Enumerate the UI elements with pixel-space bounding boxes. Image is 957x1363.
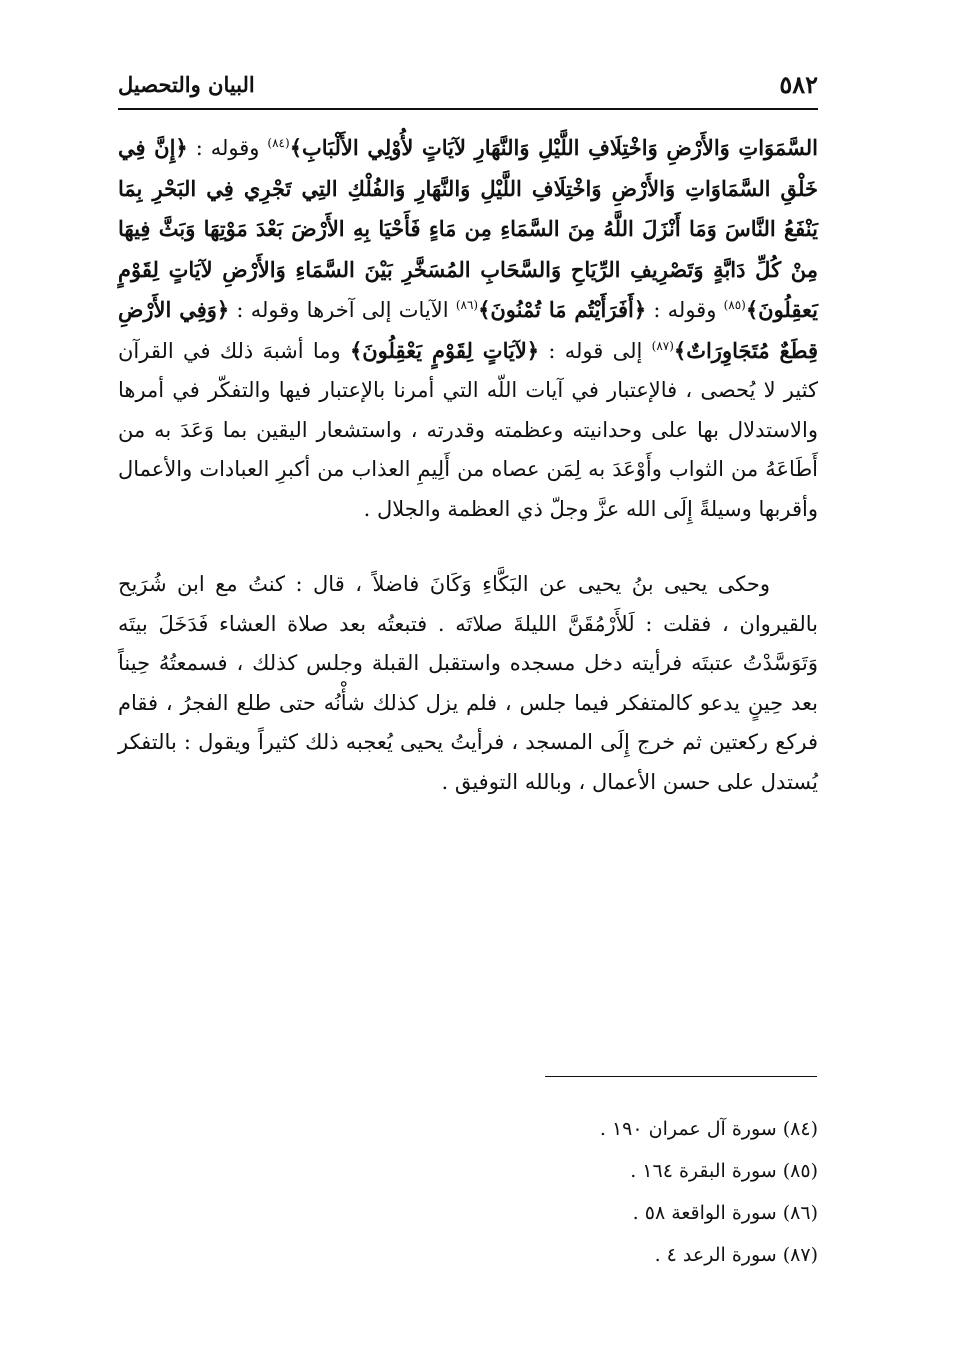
text-segment: وقوله : [187,136,268,160]
text-segment: إلى قوله : [539,338,652,363]
running-title: البيان والتحصيل [118,72,255,97]
page-header [118,68,818,104]
paragraph-1 [118,128,818,529]
header-rule [118,108,818,110]
quran-quote: ﴿أَفَرَأَيْتُم مَا تُمْنُونَ﴾ [478,297,647,322]
text-segment: وحكى يحيى بنُ يحيى عن البَكَّاءِ وَكَانَ فاضلاً ، قال : كنتُ مع ابن شُرَيح بالقيروان ، فقلت : لَلأَرْمُقَنَّ الليلةَ صلاتَه . فتبعتُه بعد صلاة العشاء فَدَخَلَ بيتَه وَتَوَسَّدْتُ عتبتَه فرأيته دخل مسجده واستقبل القبلة وجلس كذلك ، فسمعتُهُ حِيناً بعد حِينٍ يدعو كالمتفكر فيما جلس ، فلم يزل كذلك شأْنُه حتى طلع الفجرُ ، فقام فركع ركعتين ثم خرج إِلَى المسجد ، فرأيتُ يحيى يُعجبه ذلك كثيراً ويقول : بالتفكر يُستدل على حسن الأعمال ، وبالله التوفيق . [118,572,818,794]
text-segment: الآيات إلى آخرها وقوله : [229,298,456,322]
quran-quote: ﴿لآيَاتٍ لِقَوْمٍ يَعْقِلُونَ﴾ [349,337,540,363]
text-segment: وما أشبهَ ذلك في القرآن كثير لا يُحصى ، فالإعتبار في آيات اللّه التي أمرنا بالإعتبار فيها والتفكّر في أمرها والاستدلال بها على وحدانيته وعظمته وقدرته ، واستشعار اليقين بما وَعَدَ به من أَطَاعَهُ من الثواب وأَوْعَدَ به لِمَن عصاه من أَلِيمِ العذاب من أكبرِ العبادات والأعمال وأقربها وسيلةً إِلَى الله عزَّ وجلّ ذي العظمة والجلال . [118,338,818,521]
footnote-ref: (٨٤) [267,136,290,150]
main-text [118,128,818,802]
quran-quote: ﴿وَفِي الأَرْضِ قِطَعٌ مُتَجَاوِرَاتٌ﴾ [118,297,818,363]
paragraph-2 [118,565,818,802]
footnote-86: (٨٦) سورة الواقعة ٥٨ . [632,1202,818,1224]
page-number: ٥٨٢ [779,70,818,99]
footnote-ref: (٨٦) [455,298,479,312]
footnote-85: (٨٥) سورة البقرة ١٦٤ . [630,1160,818,1182]
footnotes [118,1108,818,1276]
footnote-separator [545,1076,817,1077]
footnote-87: (٨٧) سورة الرعد ٤ . [654,1244,818,1266]
quran-quote: السَّمَوَاتِ وَالأَرْضِ وَاخْتِلَافِ اللَّيْلِ وَالنَّهَارِ لآيَاتٍ لأُوْلِي الأَلْبَابِ﴾ [289,135,818,160]
text-segment: وقوله : [646,298,724,322]
footnote-ref: (٨٥) [723,298,746,312]
footnote-ref: (٨٧) [651,338,674,353]
quran-quote: ﴿إِنَّ فِي خَلْقِ السَّمَاوَاتِ وَالأَرْضِ وَاخْتِلَافِ اللَّيْلِ وَالنَّهَارِ وَالفُلْكِ التِي تَجْرِي فِي البَحْرِ بِمَا يَنْفَعُ النَّاسَ وَمَا أَنْزَلَ اللَّهُ مِنَ السَّمَاءِ مِن مَاءٍ فَأَحْيَا بِهِ الأَرْضَ بَعْدَ مَوْتِهَا وَبَثَّ فِيهَا مِنْ كُلِّ دَابَّةٍ وَتَصْرِيفِ الرِّيَاحِ وَالسَّحَابِ المُسَخَّرِ بَيْنَ السَّمَاءِ وَالأَرْضِ لآيَاتٍ لِقَوْمٍ يَعقِلُونَ﴾ [118,135,818,322]
footnote-84: (٨٤) سورة آل عمران ١٩٠ . [599,1118,818,1140]
